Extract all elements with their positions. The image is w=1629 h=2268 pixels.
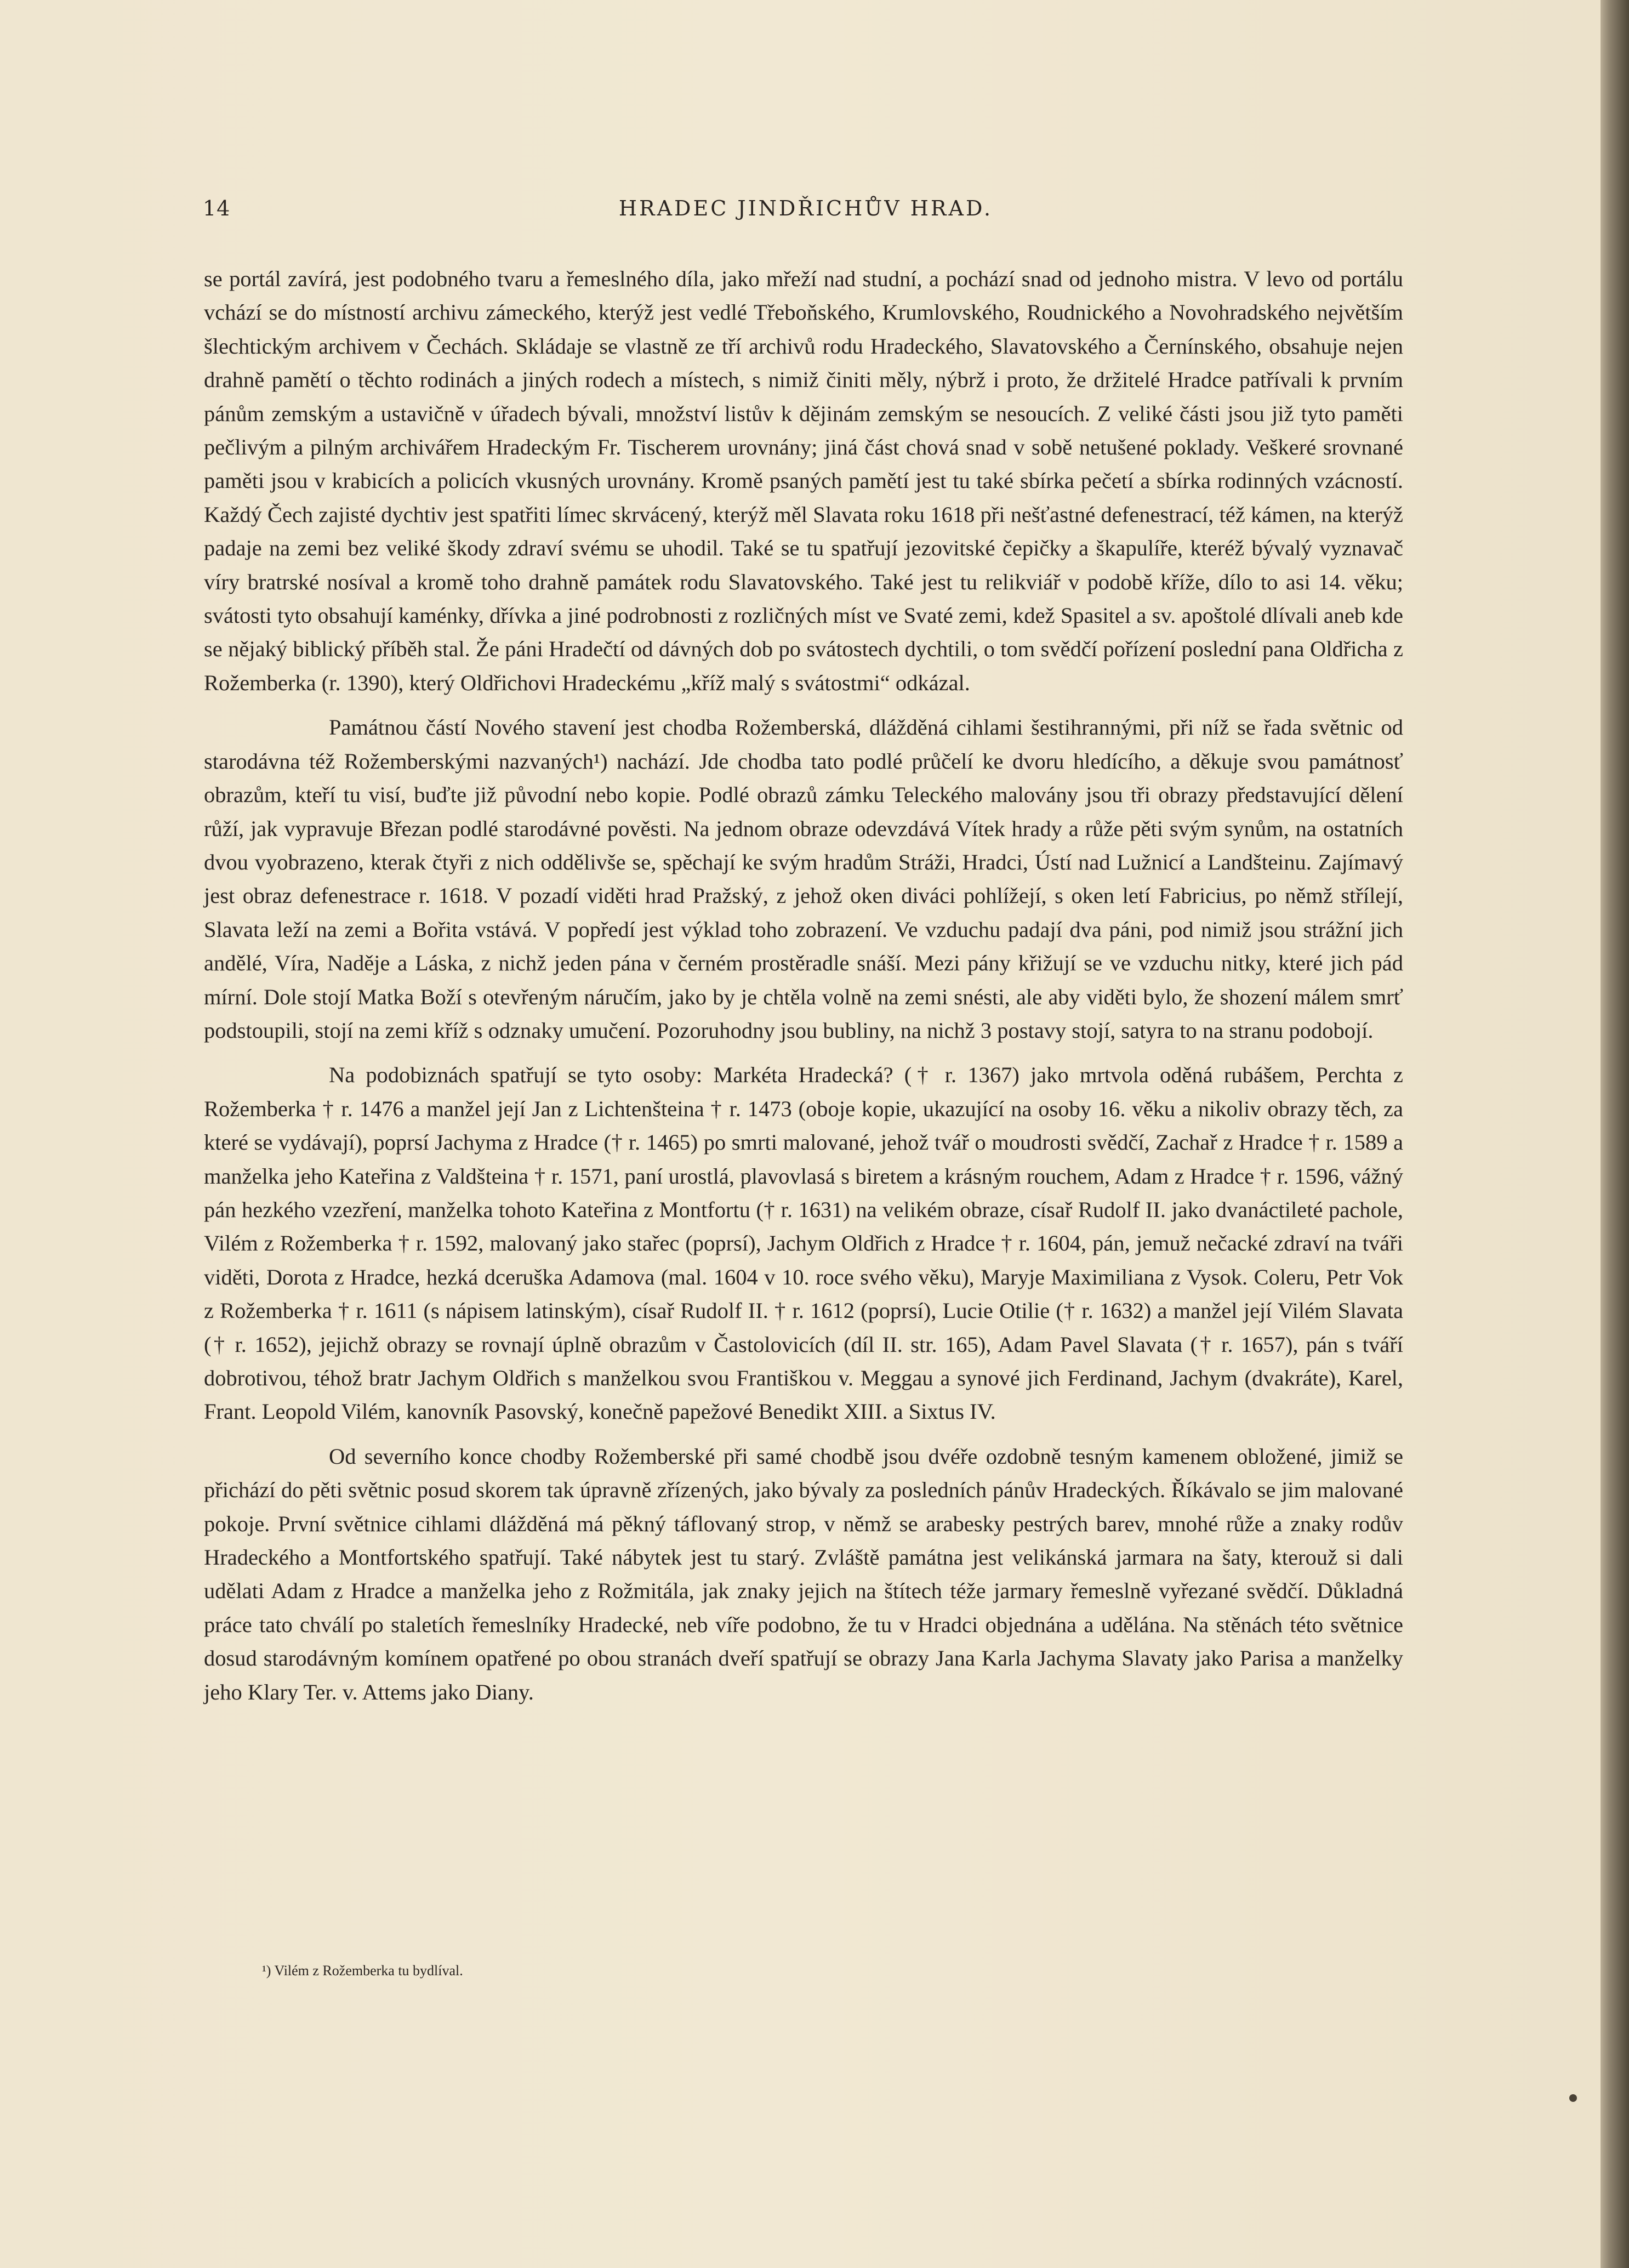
paragraph: Na podobiznách spatřují se tyto osoby: Markéta Hradecká? († r. 1367) jako mrtvola oděná rubášem, Perchta z Rožemberka † r. 1476 a manžel její Jan z Lichtenšteina † r. 1473 (oboje kopie, ukazující na osoby 16. věku a nikoliv obrazy těch, za které se vydávají), poprsí Jachyma z Hradce († r. 1465) po smrti malované, jehož tvář o moudrosti svědčí, Zachař z Hradce † r. 1589 a manželka jeho Kateřina z Valdšteina † r. 1571, paní urostlá, plavovlasá s biretem a krásným rouchem, Adam z Hradce † r. 1596, vážný pán hezkého vzezření, manželka tohoto Kateřina z Montfortu († r. 1631) na velikém obraze, císař Rudolf II. jako dvanáctileté pachole, Vilém z Rožemberka † r. 1592, malovaný jako stařec (poprsí), Jachym Oldřich z Hradce † r. 1604, pán, jemuž nečacké zdraví na tváři viděti, Dorota z Hradce, hezká dceruška Adamova (mal. 1604 v 10. roce svého věku), Maryje Maximiliana z Vysok. Coleru, Petr Vok z Rožemberka † r. 1611 (s nápisem latinským), císař Rudolf II. † r. 1612 (poprsí), Lucie Otilie († r. 1632) a manžel její Vilém Slavata († r. 1652), jejichž obrazy se rovnají úplně obrazům v Častolovicích (díl II. str. 165), Adam Pavel Slavata († r. 1657), pán s tváří dobrotivou, téhož bratr Jachym Oldřich s manželkou svou Františkou v. Meggau a synové jich Ferdinand, Jachym (dvakráte), Karel, Frant. Leopold Vilém, kanovník Pasovský, konečně papežové Benedikt XIII. a Sixtus IV. bbox=[204, 1062, 1403, 1424]
body-text bbox=[204, 262, 1403, 1709]
ink-spot bbox=[1569, 2094, 1577, 2102]
paragraph: Památnou částí Nového stavení jest chodba Rožemberská, dlážděná cihlami šestihrannými, při níž se řada světnic od starodávna též Rožemberskými nazvaných¹) nachází. Jde chodba tato podlé průčelí ke dvoru hledícího, a děkuje svou památnosť obrazům, kteří tu visí, buďte již původní nebo kopie. Podlé obrazů zámku Teleckého malovány jsou tři obrazy představující dělení růží, jak vypravuje Březan podlé starodávné pověsti. Na jednom obraze odevzdává Vítek hrady a růže pěti svým synům, na ostatních dvou vyobrazeno, kterak čtyři z nich oddělivše se, spěchají ke svým hradům Stráži, Hradci, Ústí nad Lužnicí a Landšteinu. Zajímavý jest obraz defenestrace r. 1618. V pozadí viděti hrad Pražský, z jehož oken diváci pohlížejí, s oken letí Fabricius, po němž střílejí, Slavata leží na zemi a Bořita vstává. V popředí jest výklad toho zobrazení. Ve vzduchu padají dva páni, pod nimiž jsou strážní jich andělé, Víra, Naděje a Láska, z nichž jeden pána v černém prostěradle snáší. Mezi pány křižují se ve vzduchu nitky, které jich pád mírní. Dole stojí Matka Boží s otevřeným náručím, jako by je chtěla volně na zemi snésti, ale aby viděti bylo, že shození málem smrť podstoupili, stojí na zemi kříž s odznaky umučení. Pozoruhodny jsou bubliny, na nichž 3 postavy stojí, satyra to na stranu podobojí. bbox=[204, 715, 1403, 1043]
page-number: 14 bbox=[203, 196, 231, 220]
running-head: HRADEC JINDŘICHŮV HRAD. bbox=[618, 196, 993, 220]
paragraph: Od severního konce chodby Rožemberské při samé chodbě jsou dvéře ozdobně tesným kamenem obložené, jimiž se přichází do pěti světnic posud skorem tak úpravně zřízených, jako bývaly za posledních pánův Hradeckých. Říkávalo se jim malované pokoje. První světnice cihlami dlážděná má pěkný táflovaný strop, v němž se arabesky pestrých barev, mnohé růže a znaky rodův Hradeckého a Montfortského spatřují. Také nábytek jest tu starý. Zvláště památna jest velikánská jarmara na šaty, kterouž si dali udělati Adam z Hradce a manželka jeho z Rožmitála, jak znaky jejich na štítech téže jarmary řemeslně vyřezané svědčí. Důkladná práce tato chválí po staletích řemeslníky Hradecké, neb víře podobno, že tu v Hradci objednána a udělána. Na stěnách této světnice dosud starodávným komínem opatřené po obou stranách dveří spatřují se obrazy Jana Karla Jachyma Slavaty jako Parisa a manželky jeho Klary Ter. v. Attems jako Diany. bbox=[204, 1443, 1403, 1704]
book-spine-edge bbox=[1600, 0, 1629, 2268]
paragraph: se portál zavírá, jest podobného tvaru a řemeslného díla, jako mřeží nad studní, a pochází snad od jednoho mistra. V levo od portálu vchází se do místností archivu zámeckého, kterýž jest vedlé Třeboňského, Krumlovského, Roudnického a Novohradského největším šlechtickým archivem v Čechách. Skládaje se vlastně ze tří archivů rodu Hradeckého, Slavatovského a Černínského, obsahuje nejen drahně pamětí o těchto rodinách a jiných rodech a místech, s nimiž činiti měly, nýbrž i proto, že držitelé Hradce patřívali k prvním pánům zemským a ustavičně v úřadech bývali, množství listův k dějinám zemským se nesoucích. Z veliké části jsou již tyto paměti pečlivým a pilným archivářem Hradeckým Fr. Tischerem urovnány; jiná část chová snad v sobě netušené poklady. Veškeré srovnané paměti jsou v krabicích a policích vkusných urovnány. Kromě psaných pamětí jest tu také sbírka pečetí a sbírka rodinných vzácností. Každý Čech zajisté dychtiv jest spatřiti límec skrvácený, kterýž měl Slavata roku 1618 při nešťastné defenestrací, též kámen, na kterýž padaje na zemi bez veliké škody zdraví svému se uhodil. Také se tu spatřují jezovitské čepičky a škapulíře, kteréž bývalý vyznavač víry bratrské nosíval a kromě toho drahně památek rodu Slavatovského. Také jest tu relikviář v podobě kříže, dílo to asi 14. věku; svátosti tyto obsahují kaménky, dřívka a jiné podrobnosti z rozličných míst ve Svaté zemi, kdež Spasitel a sv. apoštolé dlívali aneb kde se nějaký biblický příběh stal. Že páni Hradečtí od dávných dob po svátostech dychtili, o tom svědčí pořízení poslední pana Oldřicha z Rožemberka (r. 1390), který Oldřichovi Hradeckému „kříž malý s svátostmi“ odkázal. bbox=[204, 266, 1403, 695]
footnote: ¹) Vilém z Rožemberka tu bydlíval. bbox=[262, 1963, 463, 1979]
page-header bbox=[203, 193, 1409, 231]
